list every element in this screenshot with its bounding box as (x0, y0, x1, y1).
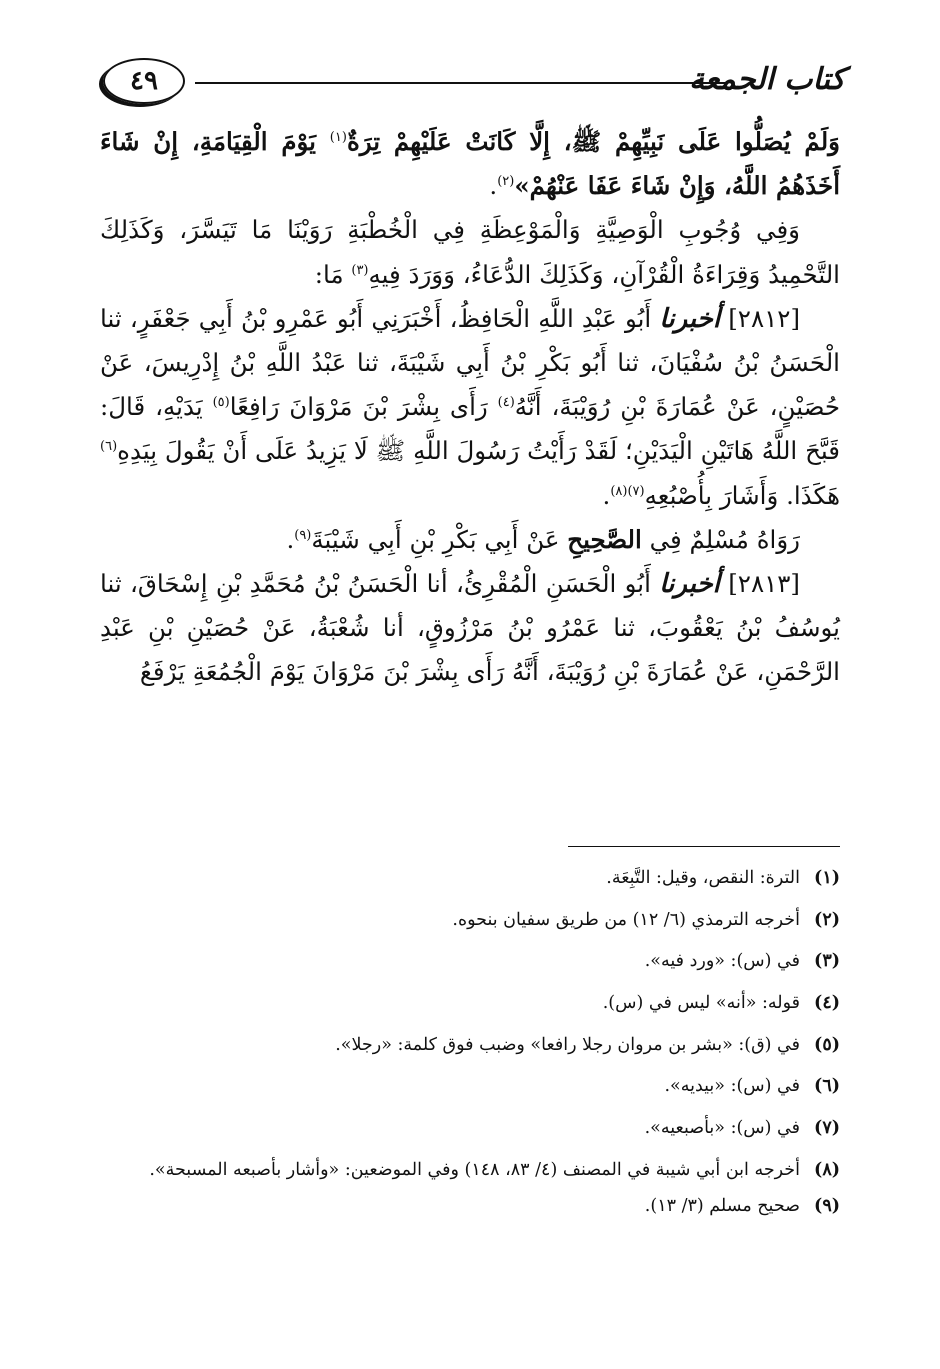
paragraph-wujub: وَفِي وُجُوبِ الْوَصِيَّةِ وَالْمَوْعِظَةِ فِي الْخُطْبَةِ رَوَيْنَا مَا تَيَسَّرَ، وَكَذَلِكَ التَّحْمِيدُ وَقِرَاءَةُ الْقُرْآنِ، وَكَذَلِكَ الدُّعَاءُ، وَوَرَدَ فِيهِ$^{(٣)}$ مَا: (100, 215, 840, 289)
riwaya-muslim: رَوَاهُ مُسْلِمٌ فِي الصَّحِيحِ عَنْ أَبِي بَكْرِ بْنِ أَبِي شَيْبَةَ$^{(٩)}$. (286, 524, 800, 554)
akhbarana-label: أخبرنا (659, 303, 721, 334)
akhbarana-label: أخبرنا (659, 569, 720, 600)
page-number: ٤٩ (103, 58, 185, 104)
footnote-item: (٦) في (س): «بيديه». (664, 1076, 840, 1097)
footnote-item: (٨) أخرجه ابن أبي شيبة في المصنف (٤/ ٨٣، ١٤٨) وفي الموضعين: «وأشار بأصبعه المسبحة». (149, 1159, 840, 1180)
footnote-ref: (٤) (497, 395, 515, 411)
hadith-2813: [٢٨١٣] أخبرنا أَبُو الْحَسَنِ الْمُقْرِئُ، أنا الْحَسَنُ بْنُ مُحَمَّدِ بْنِ إِسْحَاقَ، ثنا يُوسُفُ بْنُ يَعْقُوبَ، ثنا عَمْرُو بْنُ مَرْزُوقٍ، أنا شُعْبَةُ، عَنْ حُصَيْنِ بْنِ عَبْدِ الرَّحْمَنِ، عَنْ عُمَارَةَ بْنِ رُوَيْبَةَ، أَنَّهُ رَأَى بِشْرَ بْنَ مَرْوَانَ يَوْمَ الْجُمُعَةِ يَرْفَعُ (100, 569, 840, 687)
footnote-item: (٧) في (س): «بأصبعيه». (644, 1118, 840, 1139)
footnote-ref: (٩) (294, 527, 312, 543)
main-text (100, 120, 840, 695)
footnote-item: (٤) قوله: «أنه» ليس في (س). (602, 993, 840, 1014)
book-title: كتاب الجمعة (689, 62, 845, 97)
header-rule (195, 82, 725, 84)
hadith-number: [٢٨١٣] (719, 569, 800, 599)
footnote-ref: (٥) (212, 395, 230, 411)
page-header (95, 58, 845, 108)
footnote-ref: (٣) (351, 262, 369, 278)
hadith-2812: [٢٨١٢] أخبرنا أَبُو عَبْدِ اللَّهِ الْحَافِظُ، أَخْبَرَنِي أَبُو عَمْرِو بْنُ أَبِي جَعْفَرٍ، ثنا الْحَسَنُ بْنُ سُفْيَانَ، ثنا أَبُو بَكْرِ بْنُ أَبِي شَيْبَةَ، ثنا عَبْدُ اللَّهِ بْنُ إِدْرِيسَ، عَنْ حُصَيْنٍ، عَنْ عُمَارَةَ بْنِ رُوَيْبَةَ، أَنَّهُ$^{(٤)}$ رَأَى بِشْرَ بْنَ مَرْوَانَ رَافِعًا$^{(٥)}$ يَدَيْهِ، قَالَ: قَبَّحَ اللَّهُ هَاتَيْنِ الْيَدَيْنِ؛ لَقَدْ رَأَيْتُ رَسُولَ اللَّهِ ﷺ لَا يَزِيدُ عَلَى أَنْ يَقُولَ بِيَدِهِ$^{(٦)}$ هَكَذَا. وَأَشَارَ بِأُصْبُعِهِ$^{(٧)(٨)}$. (100, 303, 840, 510)
footnote-item: (٥) في (ق): «بشر بن مروان رجلا رافعا» وضبب فوق كلمة: «رجلا». (335, 1034, 840, 1055)
sahih-label: الصَّحِيحِ (567, 524, 642, 554)
footnote-separator (568, 846, 840, 847)
footnote-ref: (٢) (497, 174, 515, 190)
footnote-item: (٣) في (س): «ورد فيه». (644, 951, 840, 972)
footnote-item: (١) الترة: النقص، وقيل: التَّبِعَة. (606, 868, 840, 888)
paragraph-hadith-end: وَلَمْ يُصَلُّوا عَلَى نَبِيِّهِمْ ﷺ، إِلَّا كَانَتْ عَلَيْهِمْ تِرَةٌ$^{(١)}$ يَوْمَ الْقِيَامَةِ، إِنْ شَاءَ أَخَذَهُمُ اللَّهُ، وَإِنْ شَاءَ عَفَا عَنْهُمْ»$^{(٢)}$. (100, 127, 841, 201)
footnote-item: (٢) أخرجه الترمذي (٦/ ١٢) من طريق سفيان بنحوه. (452, 909, 840, 930)
footnote-ref: (٧)(٨) (610, 483, 645, 499)
footnote-ref: (٦) (100, 439, 118, 455)
footnotes (100, 864, 840, 1234)
footnote-item: (٩) صحيح مسلم (٣/ ١٣). (644, 1195, 840, 1216)
hadith-number: [٢٨١٢] (720, 303, 800, 333)
footnote-ref: (١) (329, 129, 347, 145)
